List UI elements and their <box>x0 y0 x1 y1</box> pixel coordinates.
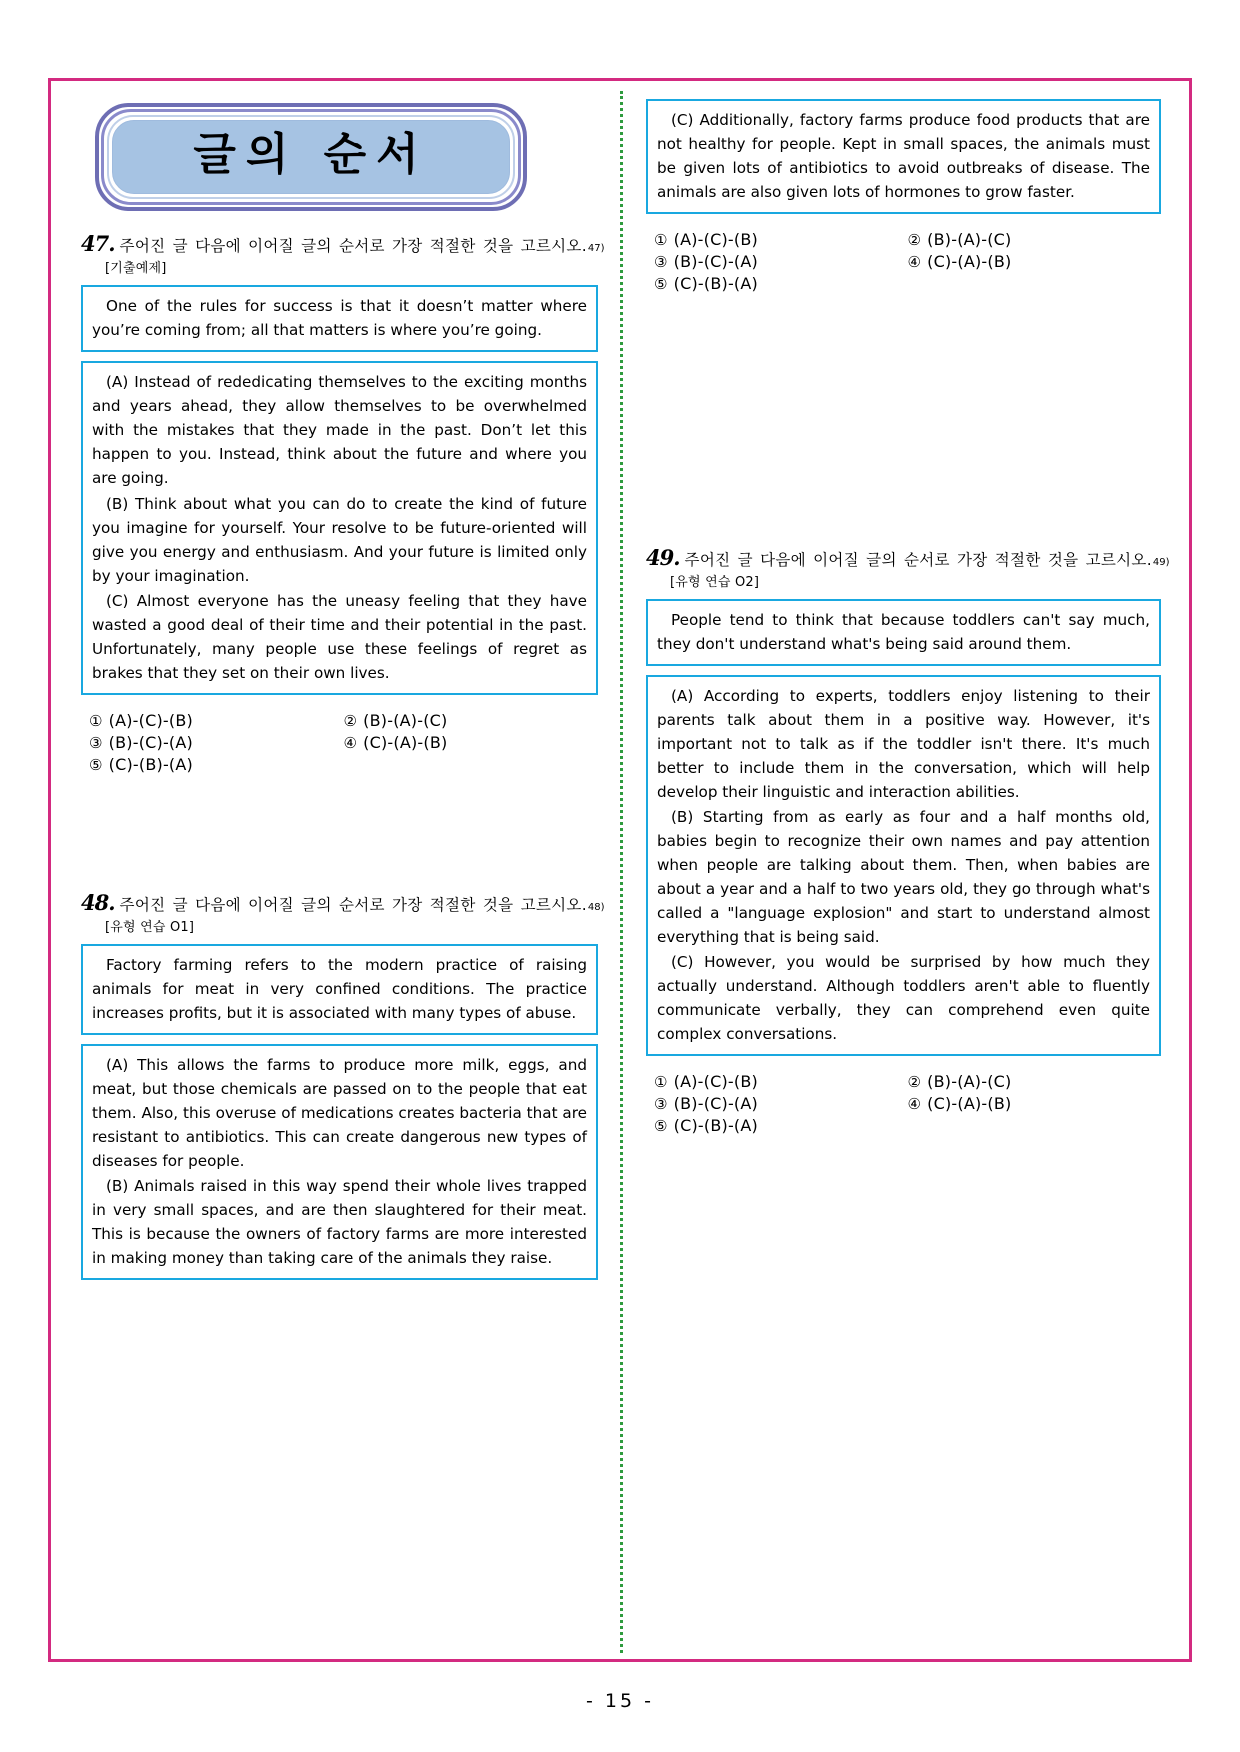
section-title-text: 글의 순서 <box>193 129 429 180</box>
question-49 <box>646 545 1170 1136</box>
choice-4-marker: ④ <box>907 253 922 272</box>
choice-2[interactable] <box>908 230 1162 249</box>
question-48-stem: 주어진 글 다음에 이어질 글의 순서로 가장 적절한 것을 고르시오. <box>119 895 587 914</box>
choice-1[interactable] <box>654 230 908 249</box>
question-49-number: 49. <box>646 545 680 571</box>
question-47-number: 47. <box>81 231 115 257</box>
question-47-superscript: 47) <box>587 243 605 255</box>
choice-1[interactable] <box>654 1072 908 1091</box>
choice-5-label: (C)-(B)-(A) <box>108 754 193 774</box>
question-49-paragraph-b: (B) Starting from as early as four and a half months old, babies begin to recognize their own names and pay attention when people are talking about them. Then, when babies are about a year and a half to two years old, they go through what's called a "language explosion" and start to understand almost everything that is being said. <box>657 808 1150 947</box>
choice-2[interactable] <box>344 711 599 730</box>
choice-3-label: (B)-(C)-(A) <box>673 1094 758 1114</box>
page-number: - 15 - <box>586 1690 654 1712</box>
choice-2-label: (B)-(A)-(C) <box>927 230 1012 250</box>
choice-5-label: (C)-(B)-(A) <box>673 1116 758 1136</box>
choice-4-marker: ④ <box>343 733 358 752</box>
choice-5[interactable] <box>89 755 344 774</box>
choice-4[interactable] <box>908 1094 1162 1113</box>
choice-3[interactable] <box>654 1094 908 1113</box>
choice-1-marker: ① <box>89 711 103 730</box>
choice-5-marker: ⑤ <box>654 1117 668 1136</box>
right-column <box>620 95 1171 1649</box>
choice-2-label: (B)-(A)-(C) <box>363 710 448 730</box>
left-column <box>69 95 620 1649</box>
choice-1-marker: ① <box>654 231 668 250</box>
choice-1[interactable] <box>89 711 344 730</box>
choice-3-marker: ③ <box>654 253 668 272</box>
question-48-tag: [유형 연습 O1] <box>105 919 195 935</box>
choice-5[interactable] <box>654 274 908 293</box>
choice-2[interactable] <box>908 1072 1162 1091</box>
choice-3-label: (B)-(C)-(A) <box>108 732 193 752</box>
choice-5-label: (C)-(B)-(A) <box>673 274 758 294</box>
question-48 <box>81 889 605 1280</box>
question-48-given-box <box>81 944 598 1035</box>
question-48-paragraph-b: (B) Animals raised in this way spend their whole lives trapped in very small spaces, and are then slaughtered for their meat. This is because the owners of factory farms are more interested in making money than taking care of the animals they raise. <box>92 1176 587 1267</box>
question-49-superscript: 49) <box>1152 557 1170 569</box>
question-49-given-box <box>646 599 1161 666</box>
choice-1-label: (A)-(C)-(B) <box>673 230 758 250</box>
question-49-given-text: People tend to think that because toddlers can't say much, they don't understand what's being said around them. <box>657 611 1150 654</box>
question-47-tag: [기출예제] <box>105 261 167 277</box>
question-49-choices <box>646 1072 1161 1135</box>
question-47 <box>81 231 605 774</box>
choice-2-marker: ② <box>907 231 922 250</box>
choice-4-label: (C)-(A)-(B) <box>363 732 448 752</box>
question-47-header <box>81 231 605 257</box>
banner-border-mid <box>101 109 521 205</box>
question-48-superscript: 48) <box>587 901 605 913</box>
question-48-paragraph-c: (C) Additionally, factory farms produce food products that are not healthy for people. Kept in small spaces, the animals must be given lots of antibiotics to avoid outbreaks of disease. The animals are also given lots of hormones to grow faster. <box>657 111 1150 202</box>
choice-4-label: (C)-(A)-(B) <box>927 1094 1012 1114</box>
choice-2-label: (B)-(A)-(C) <box>927 1072 1012 1092</box>
question-49-stem: 주어진 글 다음에 이어질 글의 순서로 가장 적절한 것을 고르시오. <box>684 551 1152 570</box>
banner-fill <box>112 120 510 194</box>
question-49-paragraphs-box <box>646 675 1161 1056</box>
question-48-continuation-box <box>646 99 1161 214</box>
question-49-paragraph-c: (C) However, you would be surprised by how much they actually understand. Although toddlers aren't able to fluently communicate verbally, they can comprehend even quite complex conversations. <box>657 953 1150 1044</box>
banner-border-inner <box>107 115 515 199</box>
question-48-number: 48. <box>81 889 115 915</box>
banner-border-outer <box>95 103 527 211</box>
page-frame <box>48 78 1192 1662</box>
right-column-spacer <box>646 293 1161 545</box>
question-47-paragraph-c: (C) Almost everyone has the uneasy feeling that they have wasted a good deal of their time and their potential in the past. Unfortunately, many people use these feelings of regret as brakes that they set on their own lives. <box>92 591 587 682</box>
choice-5[interactable] <box>654 1116 908 1135</box>
question-47-given-text: One of the rules for success is that it doesn’t matter where you’re coming from; all that matters is where you’re going. <box>92 297 587 340</box>
choice-1-label: (A)-(C)-(B) <box>108 710 193 730</box>
choice-1-marker: ① <box>654 1073 668 1092</box>
question-47-given-box <box>81 285 598 352</box>
left-column-spacer <box>81 774 598 870</box>
question-48-header <box>81 889 605 915</box>
page-content <box>51 81 1189 1659</box>
choice-3[interactable] <box>654 252 908 271</box>
question-47-stem: 주어진 글 다음에 이어질 글의 순서로 가장 적절한 것을 고르시오. <box>119 237 587 256</box>
choice-3-marker: ③ <box>89 733 103 752</box>
section-title-banner <box>95 103 527 211</box>
choice-4[interactable] <box>344 733 599 752</box>
choice-5-marker: ⑤ <box>654 275 668 294</box>
question-47-choices <box>81 711 598 774</box>
choice-1-label: (A)-(C)-(B) <box>673 1072 758 1092</box>
question-47-paragraphs-box <box>81 361 598 694</box>
question-49-tag: [유형 연습 O2] <box>670 575 760 591</box>
question-49-header <box>646 545 1170 571</box>
question-49-paragraph-a: (A) According to experts, toddlers enjoy listening to their parents talk about them in a positive way. However, it's important not to talk as if the toddler isn't there. It's much better to include them in the conversation, which will help develop their linguistic and interaction abilities. <box>657 687 1150 802</box>
choice-2-marker: ② <box>907 1073 922 1092</box>
question-48-paragraphs-box <box>81 1044 598 1280</box>
choice-4[interactable] <box>908 252 1162 271</box>
question-47-paragraph-b: (B) Think about what you can do to create the kind of future you imagine for yourself. Your resolve to be future-oriented will give you energy and enthusiasm. And your future is limited only by your imagination. <box>92 494 587 585</box>
choice-2-marker: ② <box>343 711 358 730</box>
question-48-paragraph-a: (A) This allows the farms to produce more milk, eggs, and meat, but those chemicals are passed on to the people that eat them. Also, this overuse of medications creates bacteria that are resistant to antibiotics. This can create dangerous new types of diseases for people. <box>92 1055 587 1170</box>
choice-5-marker: ⑤ <box>89 755 103 774</box>
choice-4-marker: ④ <box>907 1095 922 1114</box>
question-48-choices <box>646 230 1161 293</box>
choice-3-marker: ③ <box>654 1095 668 1114</box>
choice-3-label: (B)-(C)-(A) <box>673 252 758 272</box>
choice-4-label: (C)-(A)-(B) <box>927 252 1012 272</box>
question-47-paragraph-a: (A) Instead of rededicating themselves to the exciting months and years ahead, they allow themselves to be overwhelmed with the mistakes that they made in the past. Don’t let this happen to you. Instead, think about the future and where you are going. <box>92 373 587 488</box>
choice-3[interactable] <box>89 733 344 752</box>
question-48-given-text: Factory farming refers to the modern practice of raising animals for meat in very confined conditions. The practice increases profits, but it is associated with many types of abuse. <box>92 955 587 1022</box>
